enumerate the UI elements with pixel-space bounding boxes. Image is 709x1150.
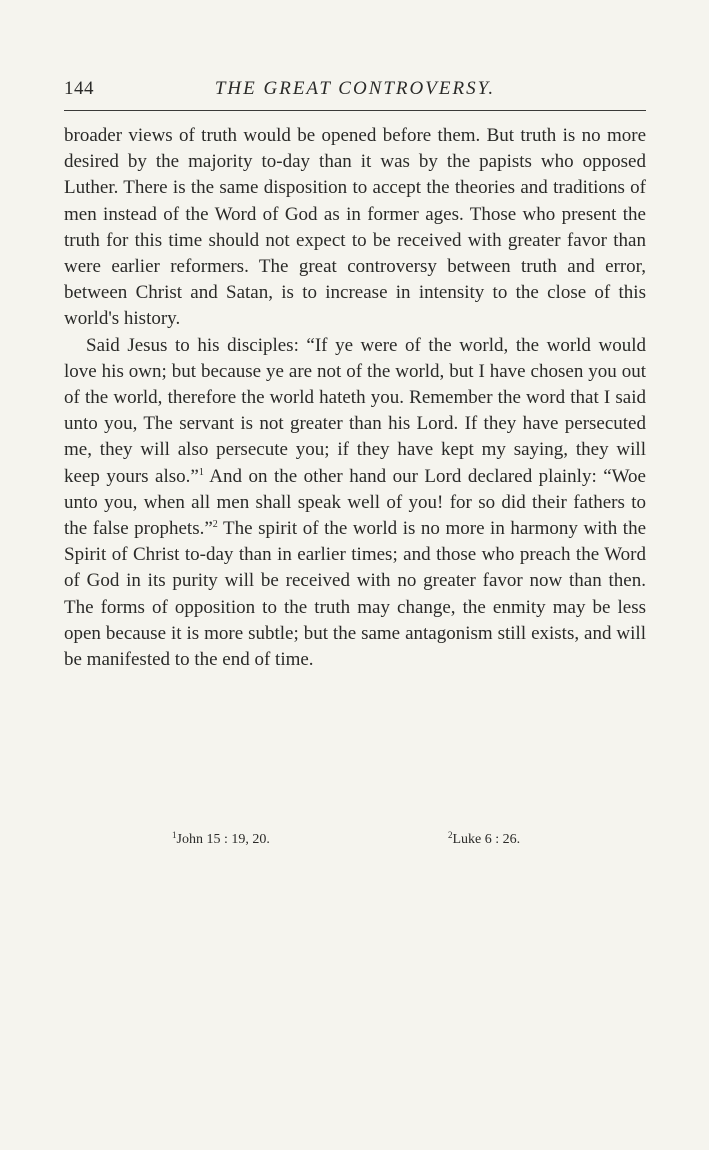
running-title: THE GREAT CONTROVERSY.: [214, 78, 496, 99]
footnote-2-text: Luke 6 : 26.: [452, 832, 521, 847]
paragraph-1: broader views of truth would be opened before them. But truth is no more desired by the majority to-day than it was by the papists who opposed Luther. There is the same disposition to accept the theories and traditions of men instead of the Word of God as in former ages. Those who present the truth for this time should not expect to be received with greater favor than were earlier reformers. The great controversy between truth and error, between Christ and Satan, is to increase in intensity to the close of this world's history.: [64, 125, 646, 330]
footnote-reference-1: 1: [198, 466, 204, 478]
paragraph-2-text-a: Said Jesus to his disciples: “If ye were of the world, the world would love his own; but because ye are not of the world, but I have chosen you out of the world, therefore the world hateth you. Remember the word that I said unto you, The servant is not greater than his Lord. If they have persecuted me, they will also persecute you; if they have kept my saying, they will keep yours also.”: [64, 334, 646, 487]
footnote-1: [172, 832, 270, 848]
footnote-reference-2: 2: [212, 519, 218, 531]
footnotes: [64, 832, 646, 854]
header-rule: [64, 110, 646, 111]
footnote-1-mark: 1: [172, 830, 177, 840]
body-text: [64, 123, 646, 673]
footnote-2-mark: 2: [448, 830, 453, 840]
paragraph-2-text-b: And on the other hand our Lord declared plainly: “Woe unto you, when all men shall speak well of you! for so did their fathers to the false prophets.”: [64, 465, 646, 540]
paragraph-2: [64, 333, 646, 674]
footnote-1-text: John 15 : 19, 20.: [176, 832, 270, 847]
footnote-2: [448, 832, 520, 848]
page-number: 144: [64, 78, 94, 99]
paragraph-2-text-c: The spirit of the world is no more in harmony with the Spirit of Christ to-day than in earlier times; and those who preach the Word of God in its purity will be received with no greater favor now than then. The forms of opposition to the truth may change, the enmity may be less open because it is more subtle; but the same antagonism still exists, and will be manifested to the end of time.: [64, 518, 646, 671]
page-header: [64, 78, 646, 104]
